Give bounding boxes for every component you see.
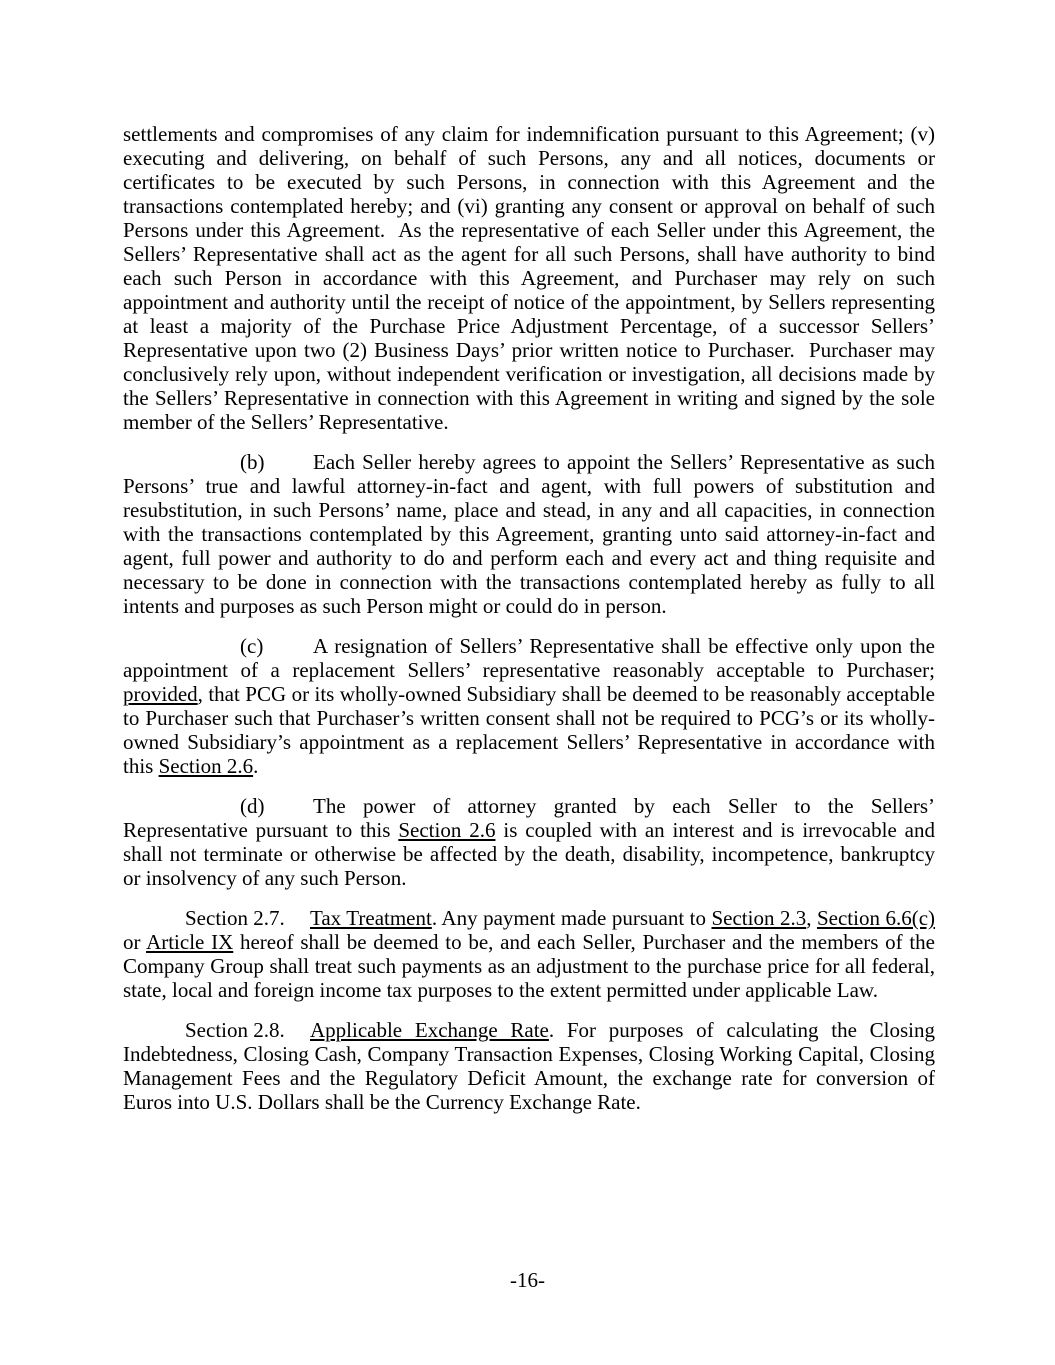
paragraph (123, 122, 935, 434)
paragraph-label: (d) (240, 794, 265, 818)
paragraph (123, 450, 935, 618)
underlined-reference: Section 6.6(c) (816, 906, 936, 930)
text-run: or (123, 930, 147, 954)
paragraph-label: Section 2.7. (185, 906, 285, 930)
underlined-reference: Article IX (146, 930, 234, 954)
text-run: . (253, 754, 259, 778)
text-run: A resignation of Sellers’ Representative shall be effective only upon the appointment of a replacement Sellers’ representative reasonably acceptable to Purchaser; (123, 634, 935, 682)
text-run: , (806, 906, 817, 930)
paragraph (123, 1018, 935, 1114)
underlined-reference: Section 2.6 (398, 818, 496, 842)
underlined-reference: Applicable Exchange Rate (310, 1018, 549, 1042)
paragraph (123, 906, 935, 1002)
page-number: -16- (510, 1268, 545, 1292)
text-run: Each Seller hereby agrees to appoint the Sellers’ Representative as such Persons’ true and lawful attorney-in-fact and agent, with full powers of substitution and resubstitution, in such Persons’ name, place and stead, in any and all capacities, in connection with the transactions contemplated by this Agreement, granting unto said attorney-in-fact and agent, full power and authority to do and perform each and every act and thing requisite and necessary to be done in connection with the transactions contemplated hereby as fully to all intents and purposes as such Person might or could do in person. (123, 450, 935, 618)
text-run: hereof shall be deemed to be, and each Seller, Purchaser and the members of the Company Group shall treat such payments as an adjustment to the purchase price for all federal, state, local and foreign income tax purposes to the extent permitted under applicable Law. (123, 930, 935, 1002)
paragraph-label: Section 2.8. (185, 1018, 285, 1042)
paragraph (123, 794, 935, 890)
text-run: . Any payment made pursuant to (431, 906, 712, 930)
page-footer (0, 1268, 1055, 1292)
underlined-reference: Section 2.3 (711, 906, 807, 930)
text-run: settlements and compromises of any claim for indemnification pursuant to this Agreement; (v) executing and delivering, on behalf of such Persons, any and all notices, documents or certificates to be executed by such Persons, in connection with this Agreement and the transactions contemplated hereby; and (vi) granting any consent or approval on behalf of such Persons under this Agreement. As the representative of each Seller under this Agreement, the Sellers’ Representative shall act as the agent for all such Persons, shall have authority to bind each such Person in accordance with this Agreement, and Purchaser may rely on such appointment and authority until the receipt of notice of the appointment, by Sellers representing at least a majority of the Purchase Price Adjustment Percentage, of a successor Sellers’ Representative upon two (2) Business Days’ prior written notice to Purchaser. Purchaser may conclusively rely upon, without independent verification or investigation, all decisions made by the Sellers’ Representative in connection with this Agreement in writing and signed by the sole member of the Sellers’ Representative. (123, 122, 935, 434)
text-run: The power of attorney granted by each Seller to the Sellers’ Representative pursuant to this (123, 794, 935, 842)
paragraph-label: (c) (240, 634, 264, 658)
underlined-reference: Section 2.6 (158, 754, 254, 778)
text-run: , that PCG or its wholly-owned Subsidiary shall be deemed to be reasonably acceptable to Purchaser such that Purchaser’s written consent shall not be required to PCG’s or its wholly-owned Subsidiary’s appointment as a replacement Sellers’ Representative in accordance with this (123, 682, 935, 778)
text-run: is coupled with an interest and is irrevocable and shall not terminate or otherwise be affected by the death, disability, incompetence, bankruptcy or insolvency of any such Person. (123, 818, 935, 890)
underlined-reference: provided (123, 682, 198, 706)
text-run: . For purposes of calculating the Closing Indebtedness, Closing Cash, Company Transaction Expenses, Closing Working Capital, Closing Management Fees and the Regulatory Deficit Amount, the exchange rate for conversion of Euros into U.S. Dollars shall be the Currency Exchange Rate. (123, 1018, 936, 1114)
paragraph-label: (b) (240, 450, 265, 474)
document-body (123, 122, 935, 1130)
underlined-reference: Tax Treatment (310, 906, 432, 930)
paragraph (123, 634, 935, 778)
